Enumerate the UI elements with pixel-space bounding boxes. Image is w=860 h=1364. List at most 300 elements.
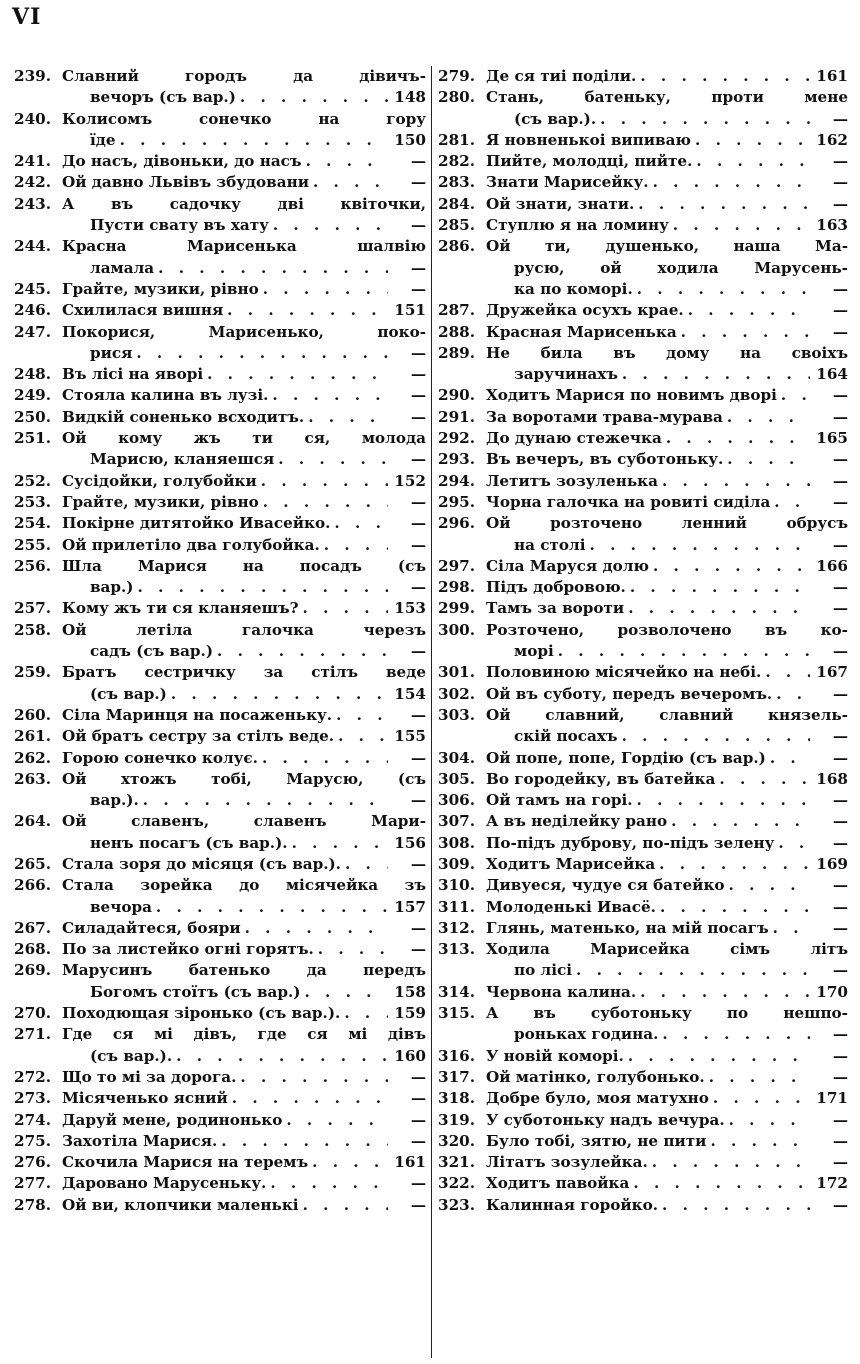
entry-number: 305. — [438, 769, 475, 788]
entry-title — [486, 385, 848, 406]
page-ref: — — [832, 173, 848, 192]
entry-title — [62, 492, 426, 513]
entry-title — [486, 151, 848, 172]
dot-leader — [344, 1003, 388, 1024]
entry-title-line-last — [486, 577, 848, 598]
page-ref: — — [832, 961, 848, 980]
entry-number: 322. — [438, 1174, 475, 1193]
entry-title-line: Ой прилетіло два голубойка. — [62, 535, 320, 554]
entry-title-line: Розточено, розволочено въ ко- — [486, 620, 848, 639]
entry-title — [62, 66, 426, 109]
entry-title — [62, 598, 426, 619]
entry-title — [62, 513, 426, 534]
toc-entry — [14, 939, 426, 960]
dot-leader — [653, 172, 810, 193]
entry-title — [62, 1195, 426, 1216]
dot-leader — [273, 215, 388, 236]
entry-number: 268. — [14, 940, 51, 959]
entry-title-line-last — [486, 172, 848, 193]
page-ref: — — [832, 492, 848, 511]
entry-number: 308. — [438, 833, 475, 852]
dot-leader — [681, 322, 810, 343]
page-ref: 156 — [394, 833, 426, 852]
entry-title-line: Богомъ стоїтъ (съ вар.) — [90, 982, 301, 1001]
entry-title-line: За воротами трава-мурава — [486, 407, 723, 426]
entry-title-line: рися — [90, 343, 133, 362]
page-ref: — — [410, 535, 426, 554]
entry-number: 278. — [14, 1195, 51, 1214]
entry-title-line-last — [486, 1110, 848, 1131]
dot-leader — [640, 982, 810, 1003]
entry-title-line-last — [62, 87, 426, 108]
entry-title — [486, 790, 848, 811]
entry-title-line: Дружейка осухъ крае. — [486, 301, 684, 320]
entry-title-line: Захотіла Марися. — [62, 1131, 218, 1150]
entry-title-line-last — [486, 1067, 848, 1088]
entry-number: 311. — [438, 897, 475, 916]
entry-title-line-last — [62, 854, 426, 875]
entry-title — [486, 939, 848, 982]
entry-title-line: А въ садочку дві квіточки, — [62, 194, 426, 213]
toc-entry — [438, 172, 848, 193]
page-ref: — — [832, 578, 848, 597]
entry-title-line-last — [62, 790, 426, 811]
entry-title — [486, 1152, 848, 1173]
entry-title-line-last — [486, 726, 848, 747]
dot-leader — [600, 109, 810, 130]
entry-title-line: вар.). — [90, 791, 139, 810]
dot-leader — [136, 343, 388, 364]
entry-title-line: Пусти свату въ хату — [90, 216, 269, 235]
dot-leader — [232, 1088, 388, 1109]
dot-leader — [278, 449, 388, 470]
toc-entry — [14, 1088, 426, 1109]
dot-leader — [272, 385, 388, 406]
entry-title — [62, 960, 426, 1003]
entry-title — [486, 811, 848, 832]
page-ref: — — [410, 343, 426, 362]
entry-title-line: Дивуеся, чудуе ся батейко — [486, 876, 725, 895]
toc-entry — [438, 215, 848, 236]
entry-title-line: Ой попе, попе, Гордію (съ вар.) — [486, 748, 766, 767]
entry-title-line: Тамъ за вороти — [486, 599, 625, 618]
entry-title-line: Стояла калина въ лузі. — [62, 386, 269, 405]
entry-title-line: Покірне дитятойко Ивасейко. — [62, 514, 331, 533]
entry-title — [486, 428, 848, 449]
entry-title-line: Місяченько ясний — [62, 1089, 228, 1108]
entry-number: 299. — [438, 599, 475, 618]
toc-entry — [14, 1173, 426, 1194]
toc-entry — [14, 513, 426, 534]
dot-leader — [662, 1024, 810, 1045]
page-ref: — — [832, 471, 848, 490]
toc-entry — [14, 300, 426, 321]
entry-number: 301. — [438, 663, 475, 682]
toc-entry — [14, 279, 426, 300]
column-divider — [431, 66, 432, 1358]
dot-leader — [262, 748, 388, 769]
dot-leader — [313, 172, 388, 193]
entry-title-line: (съ вар.). — [514, 109, 597, 128]
entry-title-line: А въ неділейку рано — [486, 812, 668, 831]
dot-leader — [729, 875, 810, 896]
entry-number: 253. — [14, 492, 51, 511]
entry-title-line-last — [62, 833, 426, 854]
page-ref: 166 — [816, 556, 848, 575]
dot-leader — [306, 151, 388, 172]
entry-title — [486, 982, 848, 1003]
entry-title-line: Ой хтожъ тобі, Марусю, (съ — [62, 769, 426, 788]
page-ref: — — [410, 1110, 426, 1129]
entry-title-line-last — [62, 641, 426, 662]
entry-title-line-last — [62, 748, 426, 769]
toc-entry — [438, 449, 848, 470]
entry-title-line: Даруй мене, родинонько — [62, 1110, 283, 1129]
page-ref: 170 — [816, 982, 848, 1001]
entry-title-line-last — [486, 1131, 848, 1152]
entry-title — [486, 1195, 848, 1216]
entry-title-line: ненъ посагъ (съ вар.). — [90, 833, 288, 852]
dot-leader — [637, 790, 810, 811]
entry-title-line: русю, ой ходила Марусень- — [514, 258, 848, 277]
dot-leader — [240, 1067, 388, 1088]
page-ref: — — [832, 450, 848, 469]
toc-column-left — [14, 66, 426, 1216]
entry-title-line-last — [486, 385, 848, 406]
entry-title — [486, 854, 848, 875]
entry-number: 320. — [438, 1131, 475, 1150]
toc-entry — [438, 1003, 848, 1046]
entry-title — [486, 684, 848, 705]
entry-number: 241. — [14, 152, 51, 171]
page-ref: 155 — [394, 727, 426, 746]
entry-number: 246. — [14, 301, 51, 320]
dot-leader — [292, 833, 388, 854]
toc-entry — [438, 1195, 848, 1216]
entry-title-line-last — [486, 428, 848, 449]
entry-title — [62, 300, 426, 321]
toc-entry — [14, 407, 426, 428]
entry-title-line-last — [62, 364, 426, 385]
entry-number: 316. — [438, 1046, 475, 1065]
page-ref: — — [832, 812, 848, 831]
entry-title-line: Калинная горойко. — [486, 1195, 659, 1214]
entry-title-line-last — [62, 151, 426, 172]
entry-title-line: вар.) — [90, 578, 134, 597]
entry-title-line: Даровано Марусеньку. — [62, 1174, 267, 1193]
entry-title — [486, 1046, 848, 1067]
toc-entry — [438, 513, 848, 556]
entry-title-line: Пийте, молодці, пийте. — [486, 152, 693, 171]
entry-title-line-last — [62, 1110, 426, 1131]
toc-entry — [438, 471, 848, 492]
dot-leader — [221, 1131, 388, 1152]
entry-title — [486, 556, 848, 577]
entry-title — [486, 1088, 848, 1109]
entry-title — [62, 385, 426, 406]
entry-title-line-last — [486, 982, 848, 1003]
entry-title-line-last — [62, 407, 426, 428]
entry-title-line-last — [486, 215, 848, 236]
entry-title-line: Ой летіла галочка черезъ — [62, 620, 426, 639]
entry-title-line: Шла Марися на посадъ (съ — [62, 556, 426, 575]
toc-entry — [438, 556, 848, 577]
dot-leader — [270, 1173, 388, 1194]
entry-title-line: Ой кому жъ ти ся, молода — [62, 429, 426, 448]
entry-title — [486, 513, 848, 556]
dot-leader — [324, 535, 388, 556]
page-ref: — — [832, 109, 848, 128]
dot-leader — [336, 705, 388, 726]
entry-title — [62, 407, 426, 428]
page-ref: — — [832, 386, 848, 405]
entry-number: 274. — [14, 1110, 51, 1129]
entry-title — [62, 705, 426, 726]
entry-number: 252. — [14, 471, 51, 490]
entry-title — [486, 897, 848, 918]
page-ref: — — [410, 386, 426, 405]
page-ref: — — [410, 1195, 426, 1214]
toc-entry — [14, 1195, 426, 1216]
entry-number: 300. — [438, 620, 475, 639]
entry-title-line-last — [486, 769, 848, 790]
entry-title-line: Стала зорейка до місячейка зъ — [62, 876, 426, 895]
page-ref: — — [410, 940, 426, 959]
toc-entry — [438, 87, 848, 130]
entry-title-line: Во городейку, въ батейка — [486, 769, 716, 788]
page-ref: — — [832, 1110, 848, 1129]
page-ref: — — [832, 194, 848, 213]
toc-entry — [14, 875, 426, 918]
entry-number: 294. — [438, 471, 475, 490]
entry-number: 290. — [438, 386, 475, 405]
entry-number: 259. — [14, 663, 51, 682]
entry-title-line-last — [486, 1173, 848, 1194]
page-ref: — — [410, 918, 426, 937]
entry-title-line-last — [486, 322, 848, 343]
entry-title — [62, 471, 426, 492]
toc-entry — [14, 1131, 426, 1152]
entry-title-line-last — [486, 109, 848, 130]
toc-entry — [14, 1110, 426, 1131]
entry-title-line-last — [486, 535, 848, 556]
toc-entry — [438, 854, 848, 875]
entry-title — [62, 322, 426, 365]
entry-title-line-last — [486, 748, 848, 769]
entry-title-line-last — [62, 1131, 426, 1152]
entry-title — [62, 769, 426, 812]
entry-title — [62, 1003, 426, 1024]
entry-number: 298. — [438, 578, 475, 597]
dot-leader — [138, 577, 389, 598]
entry-number: 269. — [14, 961, 51, 980]
entry-title-line-last — [62, 1173, 426, 1194]
dot-leader — [628, 1046, 810, 1067]
entry-title — [486, 236, 848, 300]
entry-title — [62, 620, 426, 663]
entry-title-line: садъ (съ вар.) — [90, 642, 214, 661]
entry-title — [62, 194, 426, 237]
entry-title-line-last — [62, 577, 426, 598]
entry-title-line-last — [486, 833, 848, 854]
dot-leader — [727, 449, 810, 470]
entry-title-line: Було тобі, зятю, не пити — [486, 1131, 707, 1150]
entry-number: 310. — [438, 876, 475, 895]
page-ref: 163 — [816, 216, 848, 235]
dot-leader — [628, 598, 810, 619]
page-ref: — — [832, 1131, 848, 1150]
entry-title-line-last — [486, 556, 848, 577]
dot-leader — [240, 87, 388, 108]
dot-leader — [318, 939, 388, 960]
entry-title-line-last — [62, 215, 426, 236]
toc-entry — [14, 598, 426, 619]
toc-entry — [438, 1110, 848, 1131]
dot-leader — [558, 641, 810, 662]
dot-leader — [778, 833, 810, 854]
entry-title-line: Ой тамъ на горі. — [486, 791, 633, 810]
entry-number: 239. — [14, 67, 51, 85]
entry-title-line-last — [486, 300, 848, 321]
toc-entry — [14, 492, 426, 513]
page-number: VI — [12, 4, 42, 30]
entry-title-line-last — [486, 790, 848, 811]
page-ref: — — [410, 279, 426, 298]
page-ref: — — [832, 599, 848, 618]
entry-title-line: Де ся тиі поділи. — [486, 67, 637, 85]
entry-title — [486, 194, 848, 215]
toc-entry — [14, 109, 426, 152]
entry-number: 270. — [14, 1004, 51, 1023]
dot-leader — [263, 492, 388, 513]
dot-leader — [227, 300, 388, 321]
page-ref: — — [832, 684, 848, 703]
page-ref: — — [410, 365, 426, 384]
entry-title-line-last — [62, 1067, 426, 1088]
page-ref: — — [832, 876, 848, 895]
dot-leader — [637, 279, 810, 300]
toc-entry — [14, 151, 426, 172]
entry-number: 292. — [438, 429, 475, 448]
page-ref: 164 — [816, 365, 848, 384]
entry-title-line-last — [62, 343, 426, 364]
entry-title — [486, 66, 848, 87]
entry-number: 281. — [438, 130, 475, 149]
entry-number: 297. — [438, 556, 475, 575]
dot-leader — [245, 918, 388, 939]
entry-title — [486, 748, 848, 769]
toc-entry — [438, 322, 848, 343]
page-ref: — — [832, 1025, 848, 1044]
dot-leader — [590, 535, 810, 556]
dot-leader — [345, 854, 388, 875]
entry-number: 247. — [14, 322, 51, 341]
entry-title-line-last — [62, 705, 426, 726]
toc-entry — [438, 1046, 848, 1067]
dot-leader — [774, 492, 810, 513]
page-ref: — — [410, 216, 426, 235]
toc-entry — [14, 960, 426, 1003]
entry-title-line-last — [62, 130, 426, 151]
entry-title — [486, 172, 848, 193]
entry-number: 318. — [438, 1089, 475, 1108]
entry-title-line: Марусинъ батенько да передъ — [62, 961, 426, 980]
entry-title-line: Добре було, моя матухно — [486, 1089, 709, 1108]
page-ref: 160 — [394, 1046, 426, 1065]
page-ref: 148 — [394, 88, 426, 107]
dot-leader — [666, 428, 810, 449]
entry-title-line: Ой давно Львівъ збудовани — [62, 173, 309, 192]
entry-title-line-last — [486, 1195, 848, 1216]
entry-title-line: Я новненькоі випиваю — [486, 130, 692, 149]
entry-title — [486, 300, 848, 321]
entry-title-line: Колисомъ сонечко на гору — [62, 109, 426, 128]
entry-number: 245. — [14, 279, 51, 298]
entry-title-line: ка по коморі. — [514, 279, 633, 298]
entry-title — [62, 364, 426, 385]
entry-title-line: (съ вар.). — [90, 1046, 173, 1065]
entry-number: 263. — [14, 769, 51, 788]
toc-entry — [14, 1067, 426, 1088]
entry-title-line-last — [62, 385, 426, 406]
toc-entry — [438, 769, 848, 790]
entry-number: 303. — [438, 705, 475, 724]
entry-title-line-last — [486, 662, 848, 683]
toc-entry — [14, 1024, 426, 1067]
entry-title-line: скій посахъ — [514, 727, 618, 746]
entry-number: 277. — [14, 1174, 51, 1193]
entry-title-line: Походющая зіронько (съ вар.). — [62, 1004, 341, 1023]
entry-title-line-last — [486, 918, 848, 939]
entry-title — [62, 811, 426, 854]
toc-entry — [14, 172, 426, 193]
entry-title — [486, 705, 848, 748]
page-ref: — — [410, 578, 426, 597]
entry-title-line-last — [62, 1003, 426, 1024]
toc-entry — [438, 407, 848, 428]
entry-title-line-last — [62, 1088, 426, 1109]
page-ref: — — [832, 642, 848, 661]
entry-title-line: Стань, батеньку, проти мене — [486, 88, 848, 107]
dot-leader — [781, 385, 810, 406]
entry-title — [62, 172, 426, 193]
dot-leader — [640, 66, 810, 87]
page-ref: 162 — [816, 130, 848, 149]
page-ref: — — [410, 854, 426, 873]
page-ref: — — [410, 173, 426, 192]
dot-leader — [633, 1173, 810, 1194]
page-ref: — — [832, 1067, 848, 1086]
dot-leader — [303, 1195, 388, 1216]
entry-title-line: Ой въ суботу, передъ вечеромъ. — [486, 684, 773, 703]
entry-title-line: Братъ сестричку за стілъ веде — [62, 663, 426, 682]
entry-title-line: Ступлю я на ломину — [486, 216, 669, 235]
toc-entry — [438, 918, 848, 939]
entry-number: 272. — [14, 1067, 51, 1086]
toc-entry — [438, 236, 848, 300]
entry-number: 256. — [14, 556, 51, 575]
entry-title-line: У новій коморі. — [486, 1046, 624, 1065]
dot-leader — [286, 1110, 388, 1131]
dot-leader — [630, 577, 810, 598]
entry-title-line-last — [486, 875, 848, 896]
entry-title-line: морі — [514, 642, 554, 661]
dot-leader — [638, 194, 810, 215]
entry-number: 321. — [438, 1153, 475, 1172]
page-ref: — — [410, 1131, 426, 1150]
entry-title-line-last — [62, 918, 426, 939]
toc-entry — [14, 471, 426, 492]
